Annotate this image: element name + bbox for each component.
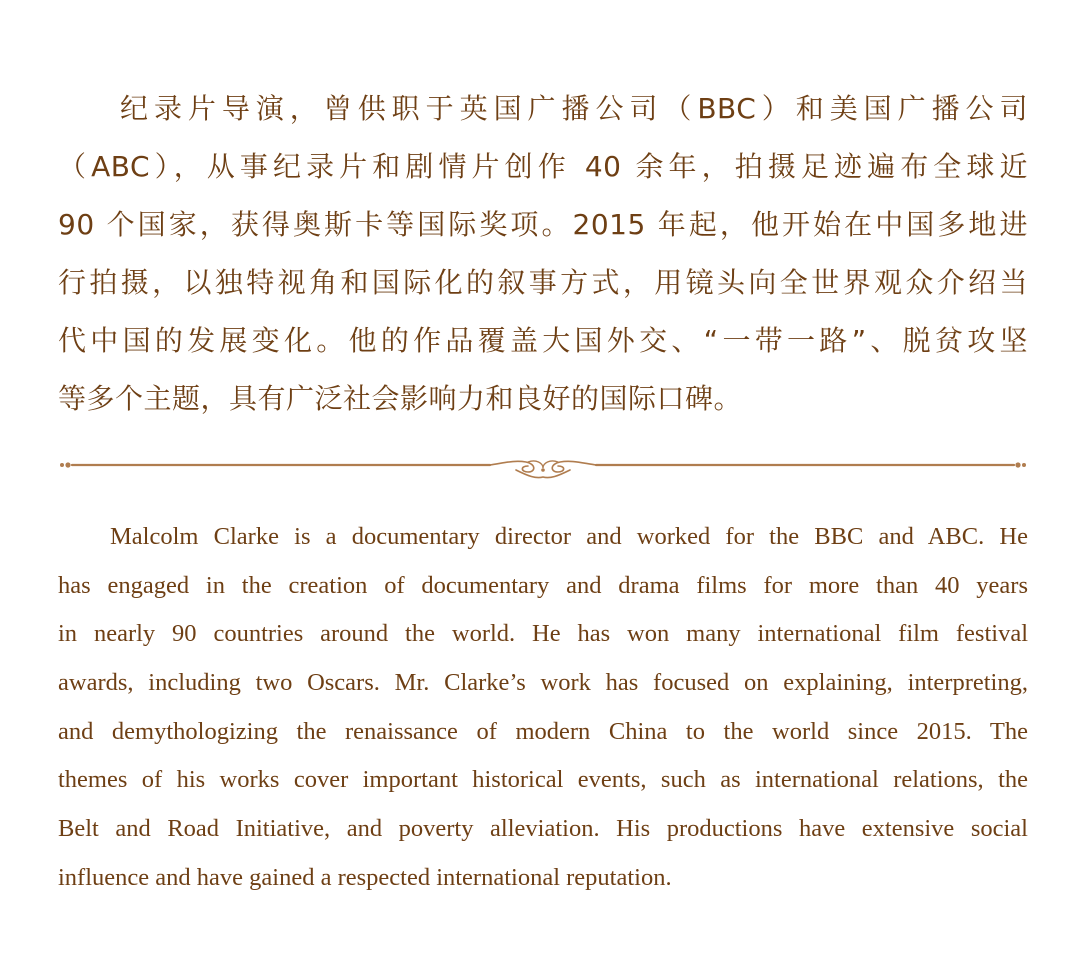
english-text-line: has engaged in the creation of documentary and drama films for more than 40 years <box>58 571 1028 599</box>
chinese-biography-paragraph <box>58 80 1028 428</box>
english-text-line: awards, including two Oscars. Mr. Clarke’s work has focused on explaining, interpreting, <box>58 669 1028 697</box>
chinese-text-line: 行拍摄，以独特视角和国际化的叙事方式，用镜头向全世界观众介绍当 <box>58 266 1028 299</box>
chinese-text-line: （ABC），从事纪录片和剧情片创作 40 余年，拍摄足迹遍布全球近 <box>58 150 1028 183</box>
chinese-text-line: 纪录片导演，曾供职于英国广播公司（BBC）和美国广播公司 <box>120 92 1028 125</box>
english-text-line: Belt and Road Initiative, and poverty alleviation. His productions have extensive social <box>58 815 1028 843</box>
ornamental-divider-icon <box>58 450 1028 484</box>
english-text-line: and demythologizing the renaissance of modern China to the world since 2015. The <box>58 717 1028 745</box>
english-text-line: influence and have gained a respected international reputation. <box>58 863 672 891</box>
chinese-text-line: 90 个国家，获得奥斯卡等国际奖项。2015 年起，他开始在中国多地进 <box>58 208 1028 241</box>
english-text-line: Malcolm Clarke is a documentary director and worked for the BBC and ABC. He <box>110 523 1028 550</box>
english-biography-paragraph <box>58 513 1028 903</box>
chinese-text-line: 代中国的发展变化。他的作品覆盖大国外交、“一带一路”、脱贫攻坚 <box>58 324 1028 357</box>
chinese-text-line: 等多个主题，具有广泛社会影响力和良好的国际口碑。 <box>58 382 743 415</box>
english-text-line: themes of his works cover important historical events, such as international relations, the <box>58 766 1028 794</box>
english-text-line: in nearly 90 countries around the world. He has won many international film festival <box>58 620 1028 648</box>
